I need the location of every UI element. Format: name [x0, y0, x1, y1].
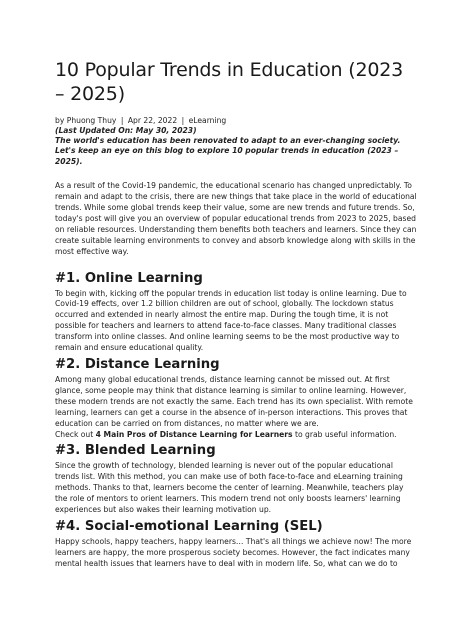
section-heading-distance-learning: #2. Distance Learning [55, 357, 220, 372]
meta-date: Apr 22, 2022 [127, 116, 178, 125]
section-text-sel: Happy schools, happy teachers, happy learners… That's all things we achieve now! The more learners are happy, the more prosperous society becomes. However, the fact indicates many mental health issues that learners have to deal with in modern life. So, what can we do to [55, 536, 412, 568]
opening-paragraph: As a result of the Covid-19 pandemic, the educational scenario has changed unpredictably. To remain and adapt to the crisis, there are new things that take place in the world of educational trends. While some global trends keep their value, some are new trends and future trends. So, today's post will give you an overview of popular educational trends from 2023 to 2025, based on reliable resources. Understanding them benefits both teachers and learners. Since they can create suitable learning environments to convey and absorb knowledge along with skills in the most effective way. [55, 181, 417, 256]
check-out-suffix: to grab useful information. [292, 429, 397, 439]
meta-separator-2: | [181, 116, 185, 125]
section-heading-online-learning: #1. Online Learning [55, 270, 203, 286]
section-text-online-learning: To begin with, kicking off the popular trends in education list today is online learning. Due to Covid-19 effects, over 1.2 billion children are out of school, globally. The lockdown status occurred and extended in nearly almost the entire map. During the tough time, it is not possible for teachers and learners to attend face-to-face classes. Many traditional classes transform into online classes. And online learning seems to be the most productive way to remain and ensure educational quality. [55, 288, 407, 353]
meta-author: Phuong Thuy [66, 116, 117, 125]
article-title: 10 Popular Trends in Education (2023 – 2025) [55, 59, 403, 105]
check-out-prefix: Check out [55, 429, 96, 439]
distance-learning-check-out [55, 430, 418, 441]
meta-by: by [55, 116, 65, 125]
meta-category: eLearning [188, 116, 227, 125]
section-heading-blended-learning: #3. Blended Learning [55, 443, 216, 459]
article-intro: The world's education has been renovated to adapt to an ever-changing society. Let's keep an eye on this blog to explore 10 popular trends in education (2023 – 2025). [55, 136, 401, 166]
section-heading-sel: #4. Social-emotional Learning (SEL) [55, 518, 323, 534]
section-text-blended-learning: Since the growth of technology, blended learning is never out of the popular educational trends list. With this method, you can make use of both face-to-face and eLearning training methods. Thanks to that, learners become the center of learning. Meanwhile, teachers play the role of mentors to orient learners. This modern trend not only boosts learners' learning experiences but also wakes their learning motivation up. [55, 461, 404, 515]
meta-separator-1: | [120, 116, 124, 125]
last-updated: (Last Updated On: May 30, 2023) [55, 126, 197, 135]
pros-of-distance-learning-link[interactable]: 4 Main Pros of Distance Learning for Learners [95, 429, 293, 439]
section-text-distance-learning: Among many global educational trends, distance learning cannot be missed out. At first glance, some people may think that distance learning is similar to online learning. However, these modern trends are not exactly the same. Each trend has its own specialist. With remote learning, learners can get a course in the absence of in-person interactions. This proves that education can be carried on from distances, no matter where we are. [55, 375, 413, 428]
article-meta [55, 116, 418, 126]
